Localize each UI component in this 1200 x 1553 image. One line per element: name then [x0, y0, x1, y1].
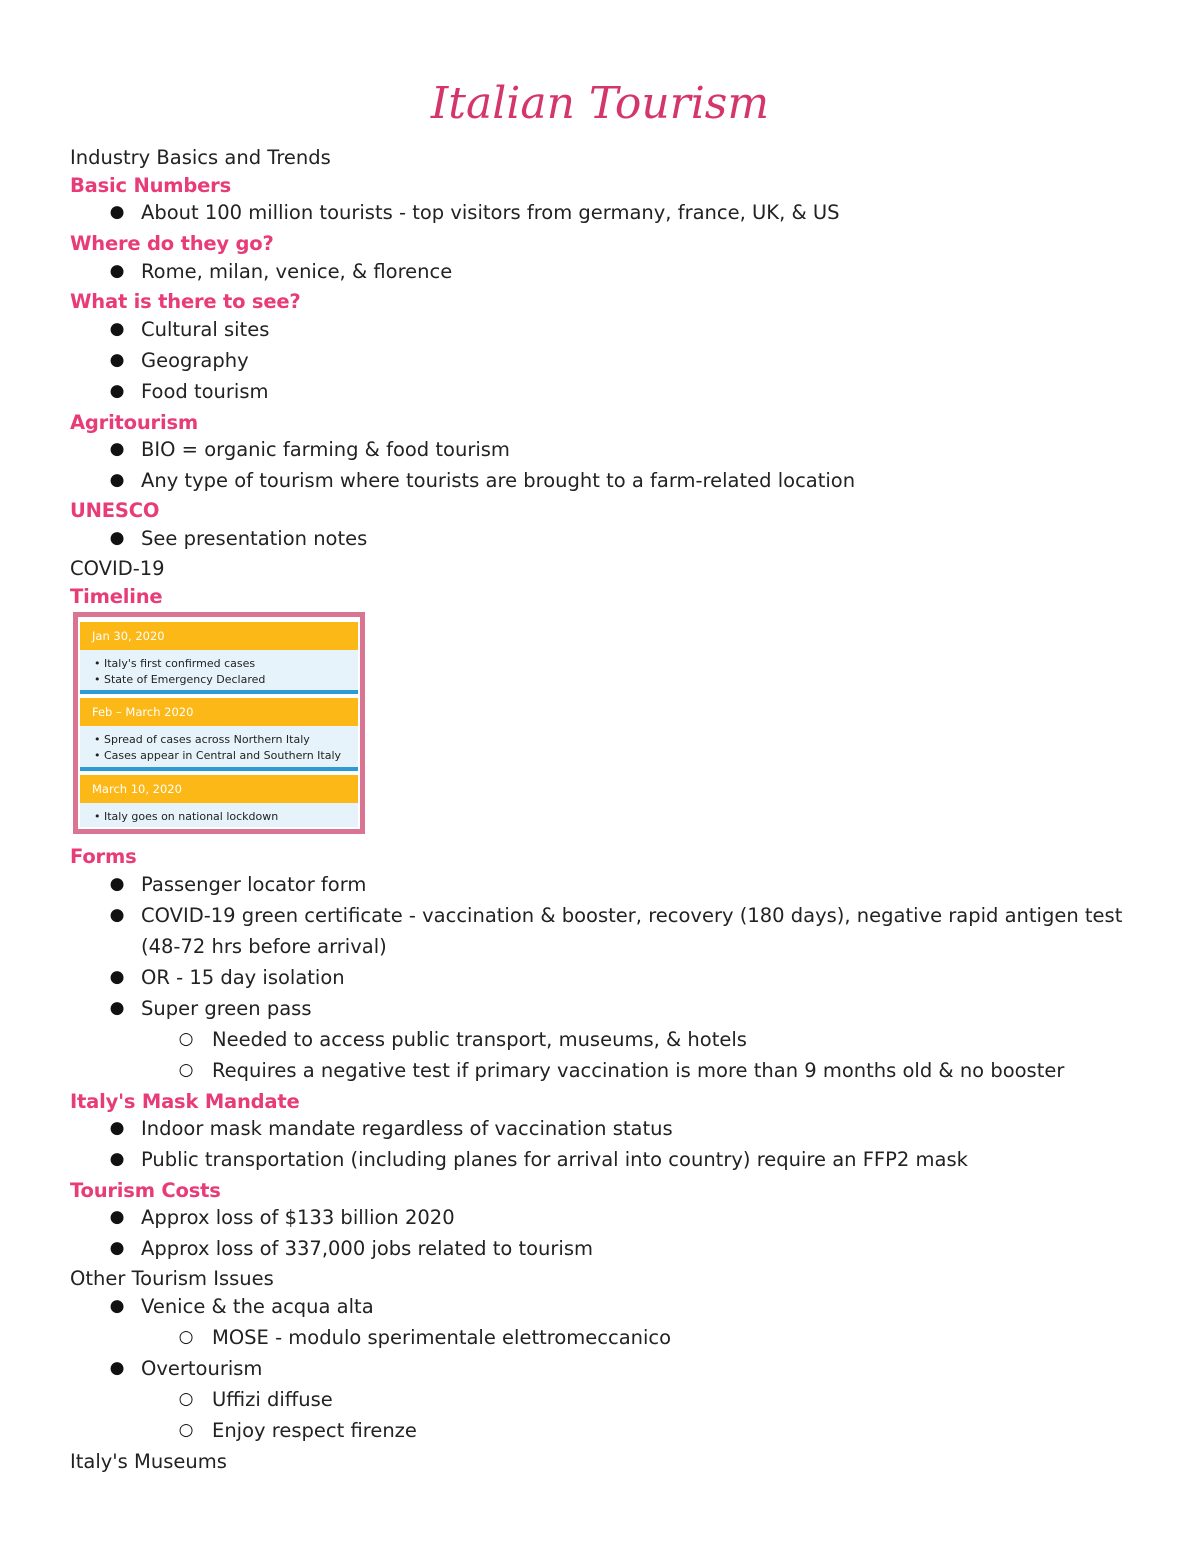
heading-basic-numbers: Basic Numbers: [70, 174, 231, 197]
list-item: Geography: [141, 349, 249, 372]
timeline-divider: [80, 767, 358, 771]
heading-timeline: Timeline: [70, 585, 163, 608]
list-item: Overtourism: [141, 1357, 263, 1380]
bullet-icon: ●: [109, 202, 125, 222]
bullet-icon: ●: [109, 967, 125, 987]
timeline-body: [80, 726, 358, 767]
list-item: About 100 million tourists - top visitors from germany, france, UK, & US: [141, 201, 840, 224]
bullet-icon: ●: [109, 350, 125, 370]
bullet-icon: ●: [109, 1149, 125, 1169]
circle-bullet-icon: ○: [178, 1327, 194, 1347]
sub-list-item: MOSE - modulo sperimentale elettromeccanico: [212, 1326, 672, 1349]
list-item: See presentation notes: [141, 527, 368, 550]
bullet-icon: ●: [109, 1296, 125, 1316]
list-item: COVID-19 green certificate - vaccination & booster, recovery (180 days), negative rapid antigen test: [141, 904, 1123, 927]
bullet-icon: ●: [109, 1358, 125, 1378]
list-item: BIO = organic farming & food tourism: [141, 438, 510, 461]
heading-tourism-costs: Tourism Costs: [70, 1179, 221, 1202]
heading-agritourism: Agritourism: [70, 411, 198, 434]
section-heading-covid: COVID-19: [70, 557, 165, 580]
circle-bullet-icon: ○: [178, 1060, 194, 1080]
list-item: Indoor mask mandate regardless of vaccination status: [141, 1117, 673, 1140]
circle-bullet-icon: ○: [178, 1389, 194, 1409]
timeline-date: Jan 30, 2020: [80, 622, 358, 650]
bullet-icon: ●: [109, 528, 125, 548]
sub-list-item: Uffizi diffuse: [212, 1388, 333, 1411]
bullet-icon: ●: [109, 1118, 125, 1138]
bullet-icon: ●: [109, 1207, 125, 1227]
timeline-bullet: • Italy's first confirmed cases: [94, 657, 256, 670]
timeline-bullet: • Spread of cases across Northern Italy: [94, 733, 310, 746]
list-item: Venice & the acqua alta: [141, 1295, 374, 1318]
list-item: OR - 15 day isolation: [141, 966, 345, 989]
timeline-bullet: • State of Emergency Declared: [94, 673, 266, 686]
timeline-date: March 10, 2020: [80, 775, 358, 803]
section-heading-museums: Italy's Museums: [70, 1450, 227, 1473]
heading-mask-mandate: Italy's Mask Mandate: [70, 1090, 300, 1113]
timeline-body: [80, 803, 358, 827]
list-item: Approx loss of $133 billion 2020: [141, 1206, 455, 1229]
list-item: Super green pass: [141, 997, 312, 1020]
bullet-icon: ●: [109, 874, 125, 894]
sub-list-item: Needed to access public transport, museums, & hotels: [212, 1028, 747, 1051]
timeline-date: Feb – March 2020: [80, 698, 358, 726]
list-item-continuation: (48-72 hrs before arrival): [141, 935, 387, 958]
bullet-icon: ●: [109, 998, 125, 1018]
section-heading-other: Other Tourism Issues: [70, 1267, 274, 1290]
timeline-divider: [80, 690, 358, 694]
sub-list-item: Requires a negative test if primary vaccination is more than 9 months old & no booster: [212, 1059, 1065, 1082]
heading-where: Where do they go?: [70, 232, 274, 255]
page-title: Italian Tourism: [430, 78, 770, 129]
bullet-icon: ●: [109, 319, 125, 339]
list-item: Public transportation (including planes for arrival into country) require an FFP2 mask: [141, 1148, 968, 1171]
timeline-image: [73, 612, 365, 834]
bullet-icon: ●: [109, 439, 125, 459]
bullet-icon: ●: [109, 905, 125, 925]
bullet-icon: ●: [109, 470, 125, 490]
bullet-icon: ●: [109, 381, 125, 401]
section-heading-industry: Industry Basics and Trends: [70, 146, 331, 169]
heading-unesco: UNESCO: [70, 499, 160, 522]
list-item: Any type of tourism where tourists are brought to a farm-related location: [141, 469, 856, 492]
list-item: Cultural sites: [141, 318, 270, 341]
circle-bullet-icon: ○: [178, 1420, 194, 1440]
list-item: Approx loss of 337,000 jobs related to tourism: [141, 1237, 594, 1260]
list-item: Rome, milan, venice, & florence: [141, 260, 453, 283]
heading-forms: Forms: [70, 845, 137, 868]
timeline-bullet: • Italy goes on national lockdown: [94, 810, 279, 823]
circle-bullet-icon: ○: [178, 1029, 194, 1049]
timeline-panel: [78, 617, 360, 829]
list-item: Food tourism: [141, 380, 269, 403]
bullet-icon: ●: [109, 261, 125, 281]
list-item: Passenger locator form: [141, 873, 367, 896]
sub-list-item: Enjoy respect firenze: [212, 1419, 417, 1442]
bullet-icon: ●: [109, 1238, 125, 1258]
timeline-bullet: • Cases appear in Central and Southern Italy: [94, 749, 342, 762]
heading-what: What is there to see?: [70, 290, 301, 313]
timeline-body: [80, 650, 358, 690]
